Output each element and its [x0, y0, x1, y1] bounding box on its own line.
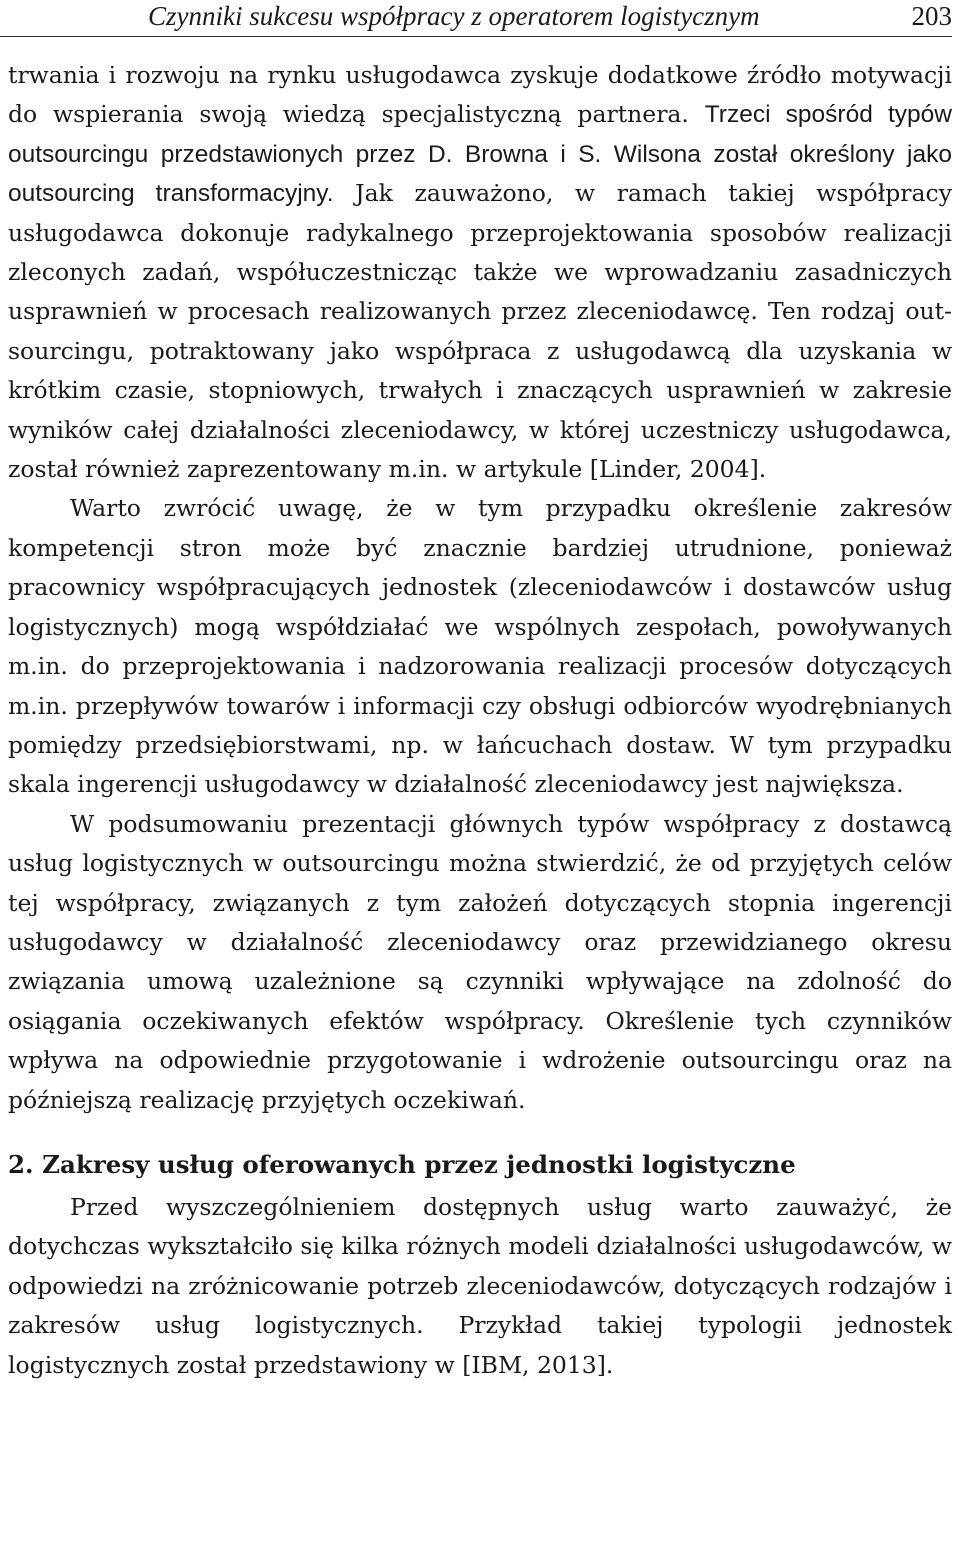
- body-text: [8, 56, 952, 1385]
- running-title: Czynniki sukcesu współpracy z operatorem logistycznym: [148, 1, 760, 31]
- paragraph-1-continuation: Jak zauważono, w ramach takiej współpracy usługodawca dokonuje radykalnego przeprojektowania sposobów realizacji zleconych zadań, współuczestnicząc także we wprowadzaniu zasadniczych usprawnień w procesach realizowanych przez zleceniodawcę. Ten rodzaj outsourcingu, potraktowany jako współpraca z usługodawcą dla uzyskania w krótkim czasie, stopniowych, trwałych i znaczących usprawnień w zakresie wyników całej działalności zleceniodawcy, w której uczestniczy usługodawca, został również zaprezentowany m.in. w artykule [Linder, 2004].: [8, 179, 952, 484]
- paragraph-3: W podsumowaniu prezentacji głównych typów współpracy z dostawcą usług logistycznych w outsourcingu można stwierdzić, że od przyjętych celów tej współpracy, związanych z tym założeń dotyczących stopnia ingerencji usługodawcy w działalność zleceniodawcy oraz przewidzianego okresu związania umową uzależnione są czynniki wpływające na zdolność do osiągania oczekiwanych efektów współpracy. Określenie tych czynników wpływa na odpowiednie przygotowanie i wdrożenie outsourcingu oraz na późniejszą realizację przyjętych oczekiwań.: [8, 809, 952, 1114]
- paragraph-2: Warto zwrócić uwagę, że w tym przypadku określenie zakresów kompetencji stron może być znacznie bardziej utrudnione, ponieważ pracownicy współpracujących jednostek (zleceniodawców i dostawców usług logistycznych) mogą współdziałać we wspólnych zespołach, powoływanych m.in. do przeprojektowania i nadzorowania realizacji procesów dotyczących m.in. przepływów towarów i informacji czy obsługi odbiorców wyodrębnianych pomiędzy przedsiębiorstwami, np. w łańcuchach dostaw. W tym przypadku skala ingerencji usługodawcy w działalność zleceniodawcy jest największa.: [8, 494, 952, 799]
- paragraph-1: [8, 56, 952, 489]
- paragraph-1-sans-passage: Trzeci spośród typów outsourcingu przedstawionych przez D. Browna i S. Wilsona został określony jako outsourcing transformacyjny.: [8, 101, 953, 208]
- paragraph-1-opening: trwania i rozwoju na rynku usługodawca zyskuje dodatkowe źródło motywacji do wspierania swoją wiedzą specjalistyczną partnera.: [8, 61, 952, 129]
- page-number: 203: [911, 1, 952, 31]
- paragraph-4: Przed wyszczególnieniem dostępnych usług warto zauważyć, że dotychczas wykształciło się kilka różnych modeli działalności usługodawców, w odpowiedzi na zróżnicowanie potrzeb zleceniodawców, dotyczących rodzajów i zakresów usług logistycznych. Przykład takiej typologii jednostek logistycznych został przedstawiony w [IBM, 2013].: [8, 1192, 952, 1379]
- section-heading: 2. Zakresy usług oferowanych przez jednostki logistyczne: [8, 1149, 796, 1179]
- running-header: [0, 0, 952, 37]
